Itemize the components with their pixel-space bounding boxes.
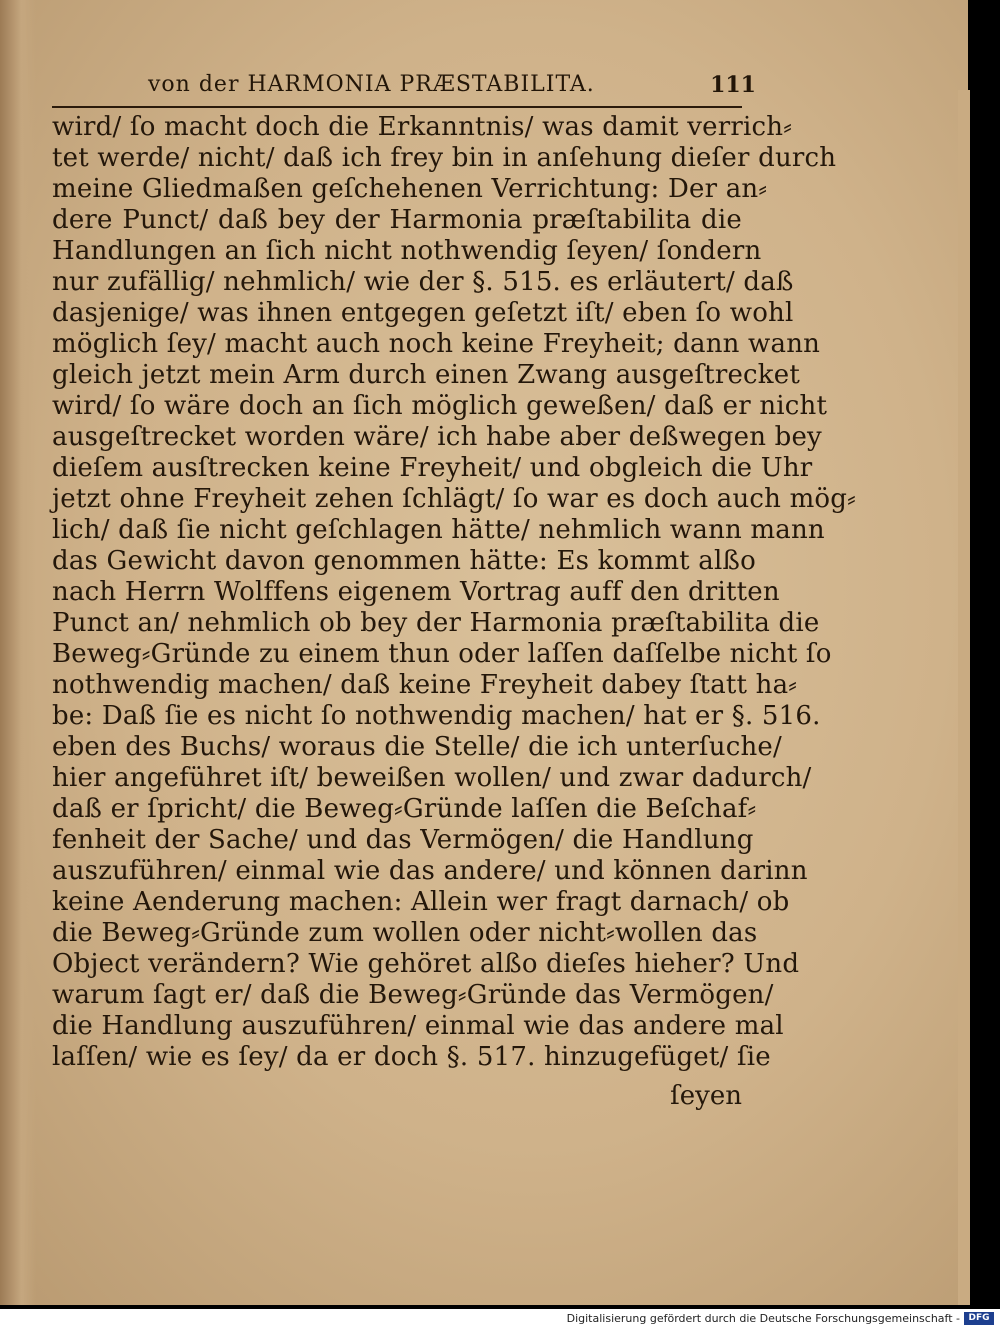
text-line: jetzt ohne Freyheit zehen ſchlägt/ ſo war es doch auch mög⸗ [52,484,856,514]
running-title: von der HARMONIA PRÆSTABILITA. [148,72,595,97]
text-line: Handlungen an ſich nicht nothwendig ſeyen/ ſondern [52,236,762,266]
text-line: laſſen/ wie es ſey/ da er doch §. 517. hinzugefüget/ ſie [52,1042,771,1072]
text-line: dasjenige/ was ihnen entgegen geſetzt iſt/ eben ſo wohl [52,298,794,328]
text-line: dere Punct/ daß bey der Harmonia præſtabilita die [52,205,742,235]
text-line: Object verändern? Wie gehöret alßo dieſes hieher? Und [52,949,800,979]
text-line: lich/ daß ſie nicht geſchlagen hätte/ nehmlich wann mann [52,515,825,545]
dfg-logo-icon: DFG [964,1312,994,1325]
text-line: warum ſagt er/ daß die Beweg⸗Gründe das Vermögen/ [52,980,774,1010]
page-edge-strip [958,90,970,1305]
footer-bar [0,1309,1000,1329]
text-line: die Beweg⸗Gründe zum wollen oder nicht⸗wollen das [52,918,758,948]
text-line: nothwendig machen/ daß keine Freyheit dabey ſtatt ha⸗ [52,670,798,700]
text-line: meine Gliedmaßen geſchehenen Verrichtung: Der an⸗ [52,174,768,204]
funding-credit: Digitalisierung gefördert durch die Deutsche Forschungsgemeinschaft - [566,1312,960,1325]
text-line: keine Aenderung machen: Allein wer fragt darnach/ ob [52,887,790,917]
text-line: ausgeſtrecket worden wäre/ ich habe aber deßwegen bey [52,422,822,452]
page-gutter-shadow [0,0,36,1305]
text-line: das Gewicht davon genommen hätte: Es kommt alßo [52,546,756,576]
text-line: nach Herrn Wolffens eigenem Vortrag auff den dritten [52,577,780,607]
text-line: Beweg⸗Gründe zu einem thun oder laſſen daſſelbe nicht ſo [52,639,832,669]
body-text [52,112,856,1073]
text-line: die Handlung auszuführen/ einmal wie das andere mal [52,1011,784,1041]
text-line: wird/ ſo wäre doch an ſich möglich geweßen/ daß er nicht [52,391,828,421]
text-line: daß er ſpricht/ die Beweg⸗Gründe laſſen die Beſchaf⸗ [52,794,757,824]
text-line: hier angeführet iſt/ beweißen wollen/ und zwar dadurch/ [52,763,812,793]
header-rule [52,106,742,108]
text-line: nur zufällig/ nehmlich/ wie der §. 515. es erläutert/ daß [52,267,794,297]
text-line: tet werde/ nicht/ daß ich frey bin in anſehung dieſer durch [52,143,837,173]
text-line: be: Daß ſie es nicht ſo nothwendig machen/ hat er §. 516. [52,701,821,731]
text-line: eben des Buchs/ woraus die Stelle/ die ich unterſuche/ [52,732,782,762]
text-line: dieſem ausſtrecken keine Freyheit/ und obgleich die Uhr [52,453,813,483]
text-line: möglich ſey/ macht auch noch keine Freyheit; dann wann [52,329,821,359]
catchword: ſeyen [670,1081,742,1111]
text-line: Punct an/ nehmlich ob bey der Harmonia præſtabilita die [52,608,820,638]
running-header [148,72,756,106]
page-number: 111 [710,72,756,98]
text-line: auszuführen/ einmal wie das andere/ und können darinn [52,856,808,886]
text-line: gleich jetzt mein Arm durch einen Zwang ausgeſtrecket [52,360,800,390]
text-line: fenheit der Sache/ und das Vermögen/ die Handlung [52,825,754,855]
text-line: wird/ ſo macht doch die Erkanntnis/ was damit verrich⸗ [52,112,793,142]
